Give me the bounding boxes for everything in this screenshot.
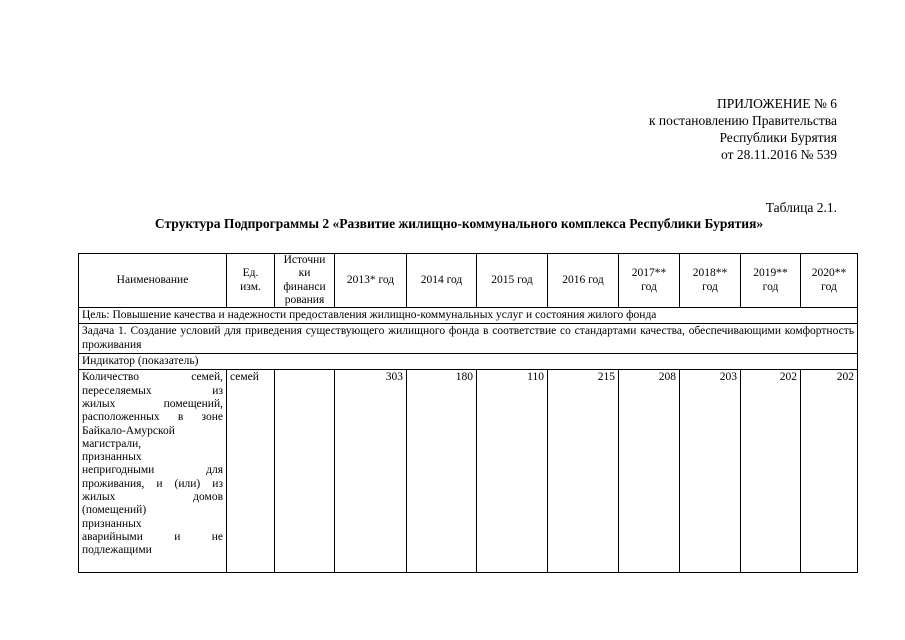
appendix-line: от 28.11.2016 № 539 — [721, 147, 837, 162]
table-header-row — [79, 254, 858, 308]
indicator-row — [79, 354, 858, 370]
header-unit: Ед. изм. — [227, 254, 275, 308]
appendix-line: ПРИЛОЖЕНИЕ № 6 — [716, 96, 837, 111]
source-cell — [275, 370, 335, 573]
document-title: Структура Подпрограммы 2 «Развитие жилищно-коммунального комплекса Республики Бурятия» — [154, 216, 764, 231]
indicator-name-cell: Количество семей, переселяемых из жилых помещений, расположенных в зоне Байкало-Амурской магистрали, признанных непригодными для проживания, и (или) из жилых домов (помещений) признанных аварийными и не подлежащими — [79, 370, 227, 573]
header-name: Наименование — [79, 254, 227, 308]
header-year-2016: 2016 год — [548, 254, 619, 308]
appendix-header — [649, 95, 837, 163]
task-row — [79, 324, 858, 354]
appendix-line: Республики Бурятия — [719, 130, 837, 145]
header-year-2017: 2017** год — [619, 254, 680, 308]
table-number: Таблица 2.1. — [765, 200, 837, 215]
header-year-2019: 2019** год — [741, 254, 801, 308]
value-2017: 208 — [619, 370, 680, 573]
value-2015: 110 — [477, 370, 548, 573]
value-2018: 203 — [680, 370, 741, 573]
value-2020: 202 — [801, 370, 858, 573]
value-2014: 180 — [407, 370, 477, 573]
subprogram-structure-table — [78, 253, 858, 573]
unit-cell: семей — [227, 370, 275, 573]
value-2013: 303 — [335, 370, 407, 573]
task-text: Задача 1. Создание условий для приведения существующего жилищного фонда в соответствие со стандартами качества, обеспечивающими комфортность проживания — [79, 324, 858, 354]
goal-text: Цель: Повышение качества и надежности предоставления жилищно-коммунальных услуг и состояния жилого фонда — [79, 308, 858, 324]
header-year-2014: 2014 год — [407, 254, 477, 308]
table-row — [79, 370, 858, 573]
appendix-line: к постановлению Правительства — [648, 113, 837, 128]
goal-row — [79, 308, 858, 324]
header-source: Источни ки финанси рования — [275, 254, 335, 308]
value-2019: 202 — [741, 370, 801, 573]
header-year-2018: 2018** год — [680, 254, 741, 308]
header-year-2013: 2013* год — [335, 254, 407, 308]
header-year-2015: 2015 год — [477, 254, 548, 308]
value-2016: 215 — [548, 370, 619, 573]
header-year-2020: 2020** год — [801, 254, 858, 308]
indicator-text: Индикатор (показатель) — [79, 354, 858, 370]
